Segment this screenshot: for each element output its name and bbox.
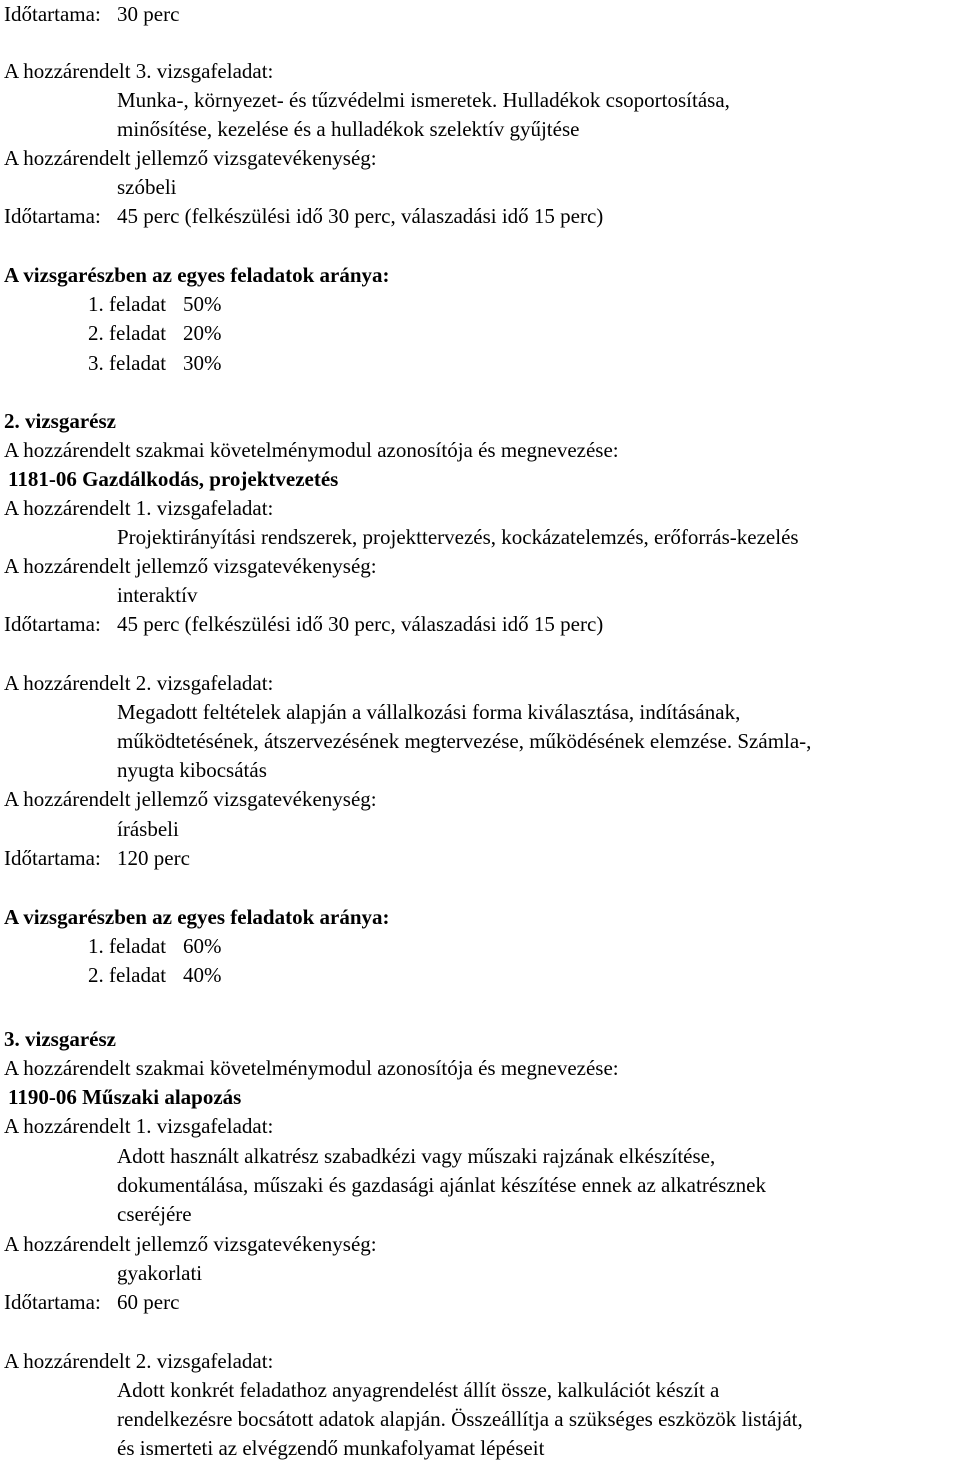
task-text-line: Adott konkrét feladathoz anyagrendelést állít össze, kalkulációt készít a: [117, 1378, 720, 1402]
duration-value: 30 perc: [117, 2, 180, 26]
activity-label: A hozzárendelt jellemző vizsgatevékenység:: [4, 1232, 377, 1256]
ratio-row: [88, 319, 222, 348]
activity-value: írásbeli: [117, 817, 179, 841]
task-text-line: Projektirányítási rendszerek, projekttervezés, kockázatelemzés, erőforrás-kezelés: [117, 525, 799, 549]
ratio-row: [88, 932, 222, 961]
duration-value: 60 perc: [117, 1290, 180, 1314]
ratio-pct: 20%: [183, 321, 222, 345]
ratio-row: [88, 349, 222, 378]
duration-label: Időtartama:: [4, 1290, 101, 1314]
duration-label: Időtartama:: [4, 2, 101, 26]
duration-line: [4, 1288, 179, 1317]
task-text-line: Adott használt alkatrész szabadkézi vagy műszaki rajzának elkészítése,: [117, 1144, 716, 1168]
task-text-line: Munka-, környezet- és tűzvédelmi ismeretek. Hulladékok csoportosítása,: [117, 88, 730, 112]
ratio-task: 3. feladat: [88, 351, 167, 375]
duration-label: Időtartama:: [4, 612, 101, 636]
ratio-task: 2. feladat: [88, 321, 167, 345]
ratio-row: [88, 290, 222, 319]
task-text-line: és ismerteti az elvégzendő munkafolyamat lépéseit: [117, 1436, 545, 1460]
activity-label: A hozzárendelt jellemző vizsgatevékenység:: [4, 554, 377, 578]
module-name: 1181-06 Gazdálkodás, projektvezetés: [8, 467, 339, 491]
activity-value: interaktív: [117, 583, 198, 607]
ratio-pct: 50%: [183, 292, 222, 316]
duration-line: [4, 202, 603, 231]
task-text-line: működtetésének, átszervezésének megtervezése, működésének elemzése. Számla-,: [117, 729, 812, 753]
duration-line: [4, 844, 190, 873]
ratio-row: [88, 961, 222, 990]
task-label: A hozzárendelt 1. vizsgafeladat:: [4, 496, 274, 520]
module-label: A hozzárendelt szakmai követelménymodul azonosítója és megnevezése:: [4, 438, 619, 462]
activity-label: A hozzárendelt jellemző vizsgatevékenység:: [4, 146, 377, 170]
section-heading: 3. vizsgarész: [4, 1027, 116, 1051]
ratio-task: 2. feladat: [88, 963, 167, 987]
activity-value: gyakorlati: [117, 1261, 203, 1285]
task-text-line: Megadott feltételek alapján a vállalkozási forma kiválasztása, indításának,: [117, 700, 741, 724]
duration-label: Időtartama:: [4, 846, 101, 870]
module-name: 1190-06 Műszaki alapozás: [8, 1085, 242, 1109]
duration-line: [4, 0, 179, 29]
duration-label: Időtartama:: [4, 204, 101, 228]
ratio-heading: A vizsgarészben az egyes feladatok aránya:: [4, 905, 390, 929]
module-label: A hozzárendelt szakmai követelménymodul azonosítója és megnevezése:: [4, 1056, 619, 1080]
task-label: A hozzárendelt 2. vizsgafeladat:: [4, 671, 274, 695]
ratio-task: 1. feladat: [88, 934, 167, 958]
activity-label: A hozzárendelt jellemző vizsgatevékenység:: [4, 787, 377, 811]
ratio-pct: 40%: [183, 963, 222, 987]
duration-value: 45 perc (felkészülési idő 30 perc, válaszadási idő 15 perc): [117, 204, 604, 228]
task-text-line: minősítése, kezelése és a hulladékok szelektív gyűjtése: [117, 117, 580, 141]
task-text-line: dokumentálása, műszaki és gazdasági ajánlat készítése ennek az alkatrésznek: [117, 1173, 766, 1197]
task-text-line: nyugta kibocsátás: [117, 758, 267, 782]
task-text-line: cseréjére: [117, 1202, 192, 1226]
task-label: A hozzárendelt 1. vizsgafeladat:: [4, 1114, 274, 1138]
task-label: A hozzárendelt 2. vizsgafeladat:: [4, 1349, 274, 1373]
task-label: A hozzárendelt 3. vizsgafeladat:: [4, 59, 274, 83]
activity-value: szóbeli: [117, 175, 177, 199]
duration-line: [4, 610, 603, 639]
duration-value: 120 perc: [117, 846, 190, 870]
ratio-task: 1. feladat: [88, 292, 167, 316]
section-heading: 2. vizsgarész: [4, 409, 116, 433]
ratio-pct: 30%: [183, 351, 222, 375]
ratio-heading: A vizsgarészben az egyes feladatok aránya:: [4, 263, 390, 287]
duration-value: 45 perc (felkészülési idő 30 perc, válaszadási idő 15 perc): [117, 612, 604, 636]
ratio-pct: 60%: [183, 934, 222, 958]
task-text-line: rendelkezésre bocsátott adatok alapján. Összeállítja a szükséges eszközök listáját,: [117, 1407, 803, 1431]
